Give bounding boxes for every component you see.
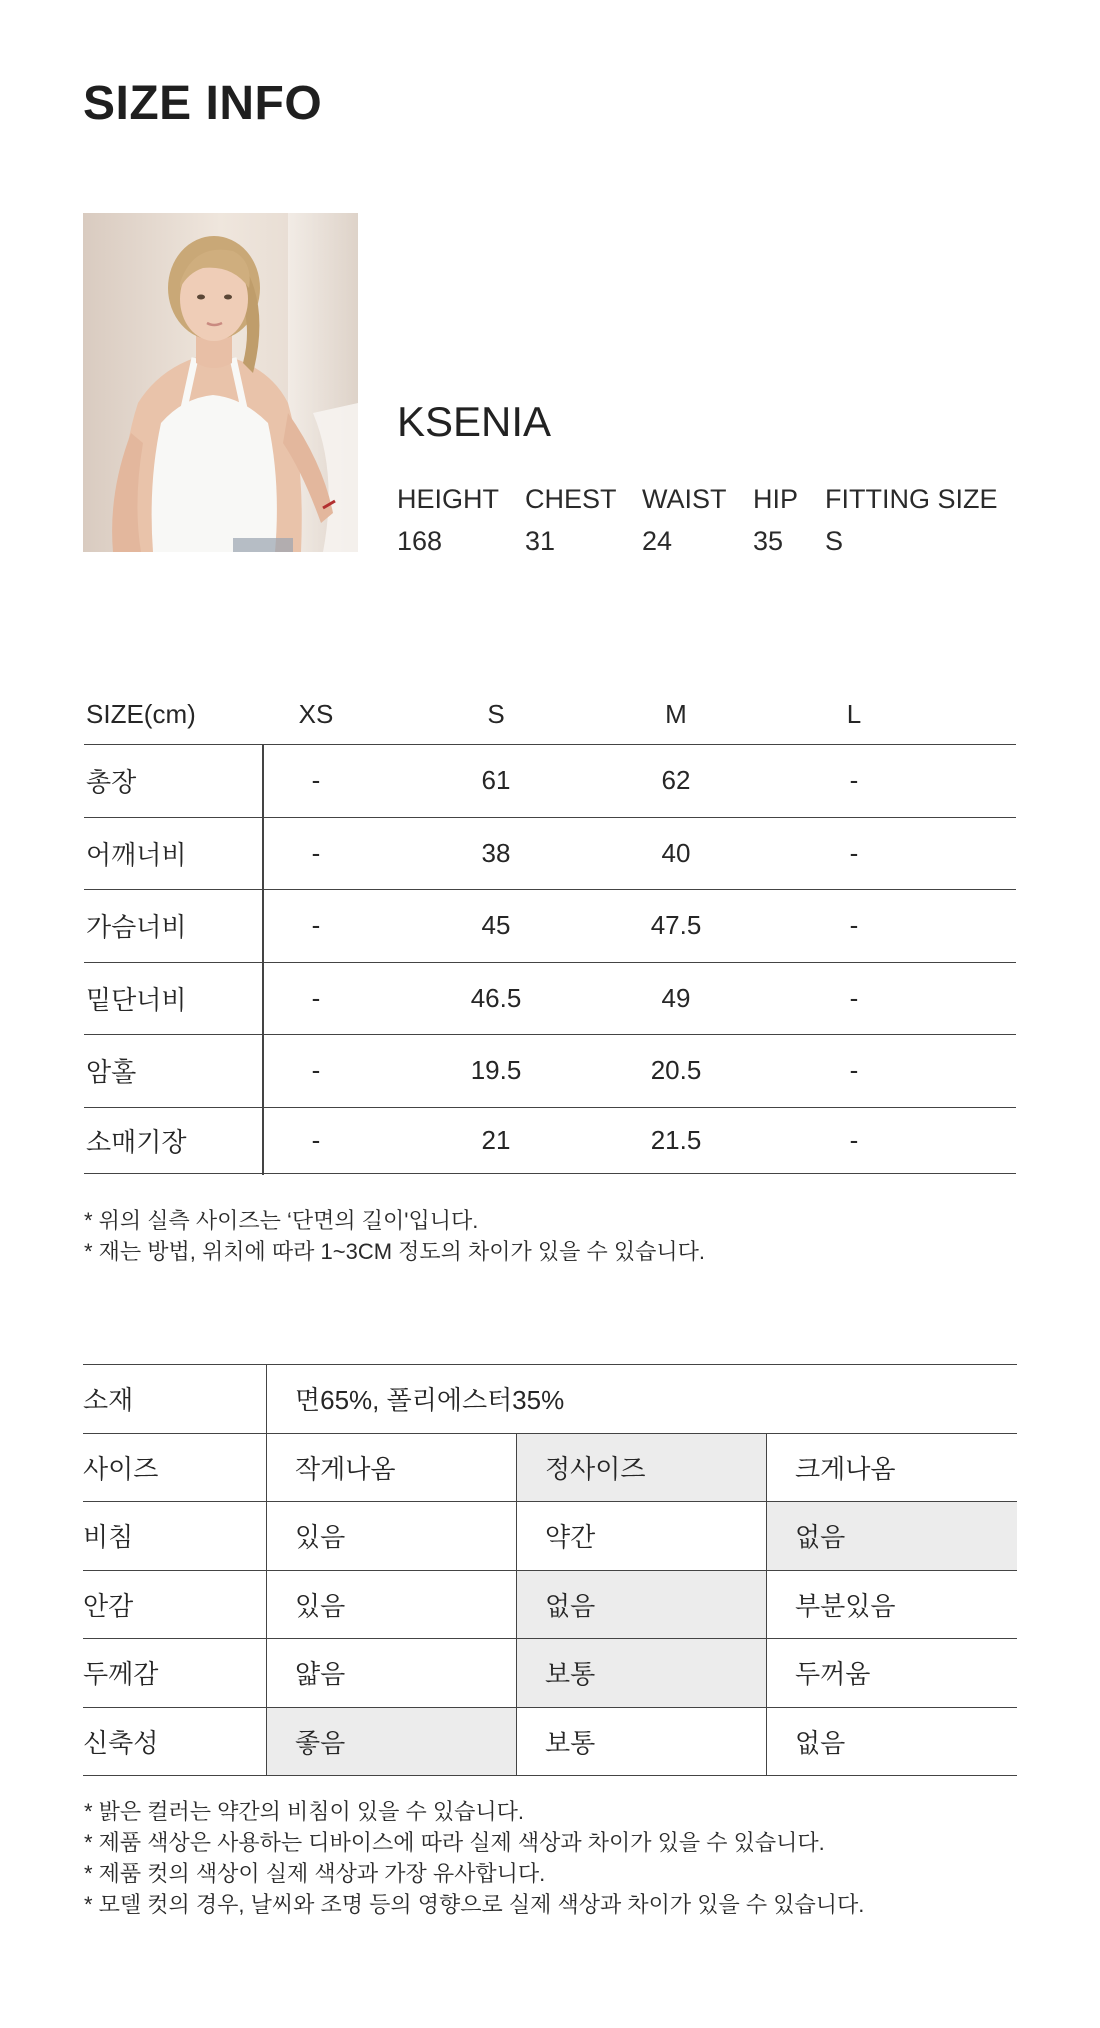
cell-xs: - (311, 1124, 321, 1155)
table-row (84, 1035, 1016, 1108)
table-row (84, 963, 1016, 1036)
stat-value: 35 (753, 526, 784, 556)
row-label: 두께감 (83, 1659, 159, 1690)
row-label: 총장 (86, 767, 137, 798)
row-label: 사이즈 (83, 1453, 159, 1484)
stat-hip (753, 484, 798, 557)
cell-s: 38 (481, 837, 511, 868)
size-header-m: M (665, 698, 687, 729)
material-value: 면65%, 폴리에스터35% (266, 1365, 1017, 1433)
fit-row-sheerness (83, 1502, 1017, 1571)
stat-label: WAIST (642, 484, 727, 514)
option-cell: 작게나옴 (266, 1434, 516, 1502)
table-divider (262, 745, 264, 1175)
note-line: * 위의 실측 사이즈는 ‘단면의 길이'입니다. (84, 1208, 479, 1233)
cell-xs: - (311, 1055, 321, 1086)
size-header-l: L (846, 698, 862, 729)
row-label: 비침 (83, 1522, 134, 1553)
cell-xs: - (311, 837, 321, 868)
option-cell-selected: 좋음 (266, 1708, 516, 1776)
row-label: 암홀 (86, 1057, 137, 1088)
page-title: SIZE INFO (83, 77, 323, 130)
table-row (84, 818, 1016, 891)
cell-m: 40 (661, 837, 691, 868)
cell-l: - (849, 1124, 859, 1155)
option-cell: 보통 (516, 1708, 766, 1776)
cell-m: 49 (661, 982, 691, 1013)
model-name: KSENIA (397, 398, 552, 445)
table-row (84, 890, 1016, 963)
note-line: * 모델 컷의 경우, 날씨와 조명 등의 영향으로 실제 색상과 차이가 있을 수 있습니다. (84, 1892, 865, 1917)
cell-l: - (849, 910, 859, 941)
size-header-xs: XS (298, 698, 334, 729)
cell-xs: - (311, 910, 321, 941)
stat-height (397, 484, 499, 557)
row-label: 신축성 (83, 1727, 159, 1758)
note-line: * 재는 방법, 위치에 따라 1~3CM 정도의 차이가 있을 수 있습니다. (84, 1239, 705, 1264)
option-cell: 얇음 (266, 1639, 516, 1707)
size-table (84, 684, 1016, 1174)
material-table (83, 1364, 1017, 1776)
stat-value: 31 (525, 526, 556, 556)
row-label: 안감 (83, 1590, 134, 1621)
cell-m: 47.5 (650, 910, 702, 941)
option-cell: 있음 (266, 1502, 516, 1570)
option-cell-selected: 정사이즈 (516, 1434, 766, 1502)
cell-m: 21.5 (650, 1124, 702, 1155)
stat-label: HIP (753, 484, 799, 514)
option-cell: 두꺼움 (766, 1639, 1017, 1707)
table-row (84, 745, 1016, 818)
stat-value: 168 (397, 526, 443, 556)
option-cell-selected: 없음 (766, 1502, 1017, 1570)
stat-value: S (825, 526, 844, 556)
stat-label: CHEST (525, 484, 617, 514)
cell-m: 20.5 (650, 1055, 702, 1086)
fit-row-lining (83, 1571, 1017, 1640)
table-row (84, 1108, 1016, 1174)
row-label: 소매기장 (86, 1126, 187, 1157)
fit-row-stretch (83, 1708, 1017, 1777)
row-label: 가슴너비 (86, 912, 187, 943)
row-label: 어깨너비 (86, 839, 187, 870)
size-header-label: SIZE(cm) (86, 698, 196, 729)
size-notes (84, 1205, 705, 1267)
cell-l: - (849, 765, 859, 796)
cell-l: - (849, 837, 859, 868)
size-table-header (84, 684, 1016, 745)
option-cell: 있음 (266, 1571, 516, 1639)
stat-value: 24 (642, 526, 673, 556)
option-cell: 약간 (516, 1502, 766, 1570)
option-cell: 크게나옴 (766, 1434, 1017, 1502)
fit-row-thickness (83, 1639, 1017, 1708)
cell-l: - (849, 982, 859, 1013)
cell-s: 21 (481, 1124, 511, 1155)
stat-fitting-size (825, 484, 998, 557)
note-line: * 제품 컷의 색상이 실제 색상과 가장 유사합니다. (84, 1861, 546, 1886)
size-header-s: S (487, 698, 505, 729)
note-line: * 제품 색상은 사용하는 디바이스에 따라 실제 색상과 차이가 있을 수 있습니다. (84, 1830, 825, 1855)
cell-s: 19.5 (470, 1055, 522, 1086)
cell-s: 61 (481, 765, 511, 796)
option-cell: 부분있음 (766, 1571, 1017, 1639)
product-notes (84, 1796, 864, 1920)
stat-chest (525, 484, 617, 557)
stat-waist (642, 484, 727, 557)
option-cell: 없음 (766, 1708, 1017, 1776)
option-cell-selected: 보통 (516, 1639, 766, 1707)
option-cell-selected: 없음 (516, 1571, 766, 1639)
row-label: 소재 (83, 1385, 134, 1416)
cell-xs: - (311, 765, 321, 796)
stat-label: FITTING SIZE (825, 484, 998, 514)
row-label: 밑단너비 (86, 984, 187, 1015)
stat-label: HEIGHT (397, 484, 500, 514)
cell-s: 46.5 (470, 982, 522, 1013)
model-photo (83, 213, 358, 552)
note-line: * 밝은 컬러는 약간의 비침이 있을 수 있습니다. (84, 1799, 524, 1824)
fit-row-size (83, 1434, 1017, 1503)
cell-l: - (849, 1055, 859, 1086)
cell-s: 45 (481, 910, 511, 941)
cell-xs: - (311, 982, 321, 1013)
cell-m: 62 (661, 765, 691, 796)
material-row (83, 1365, 1017, 1434)
